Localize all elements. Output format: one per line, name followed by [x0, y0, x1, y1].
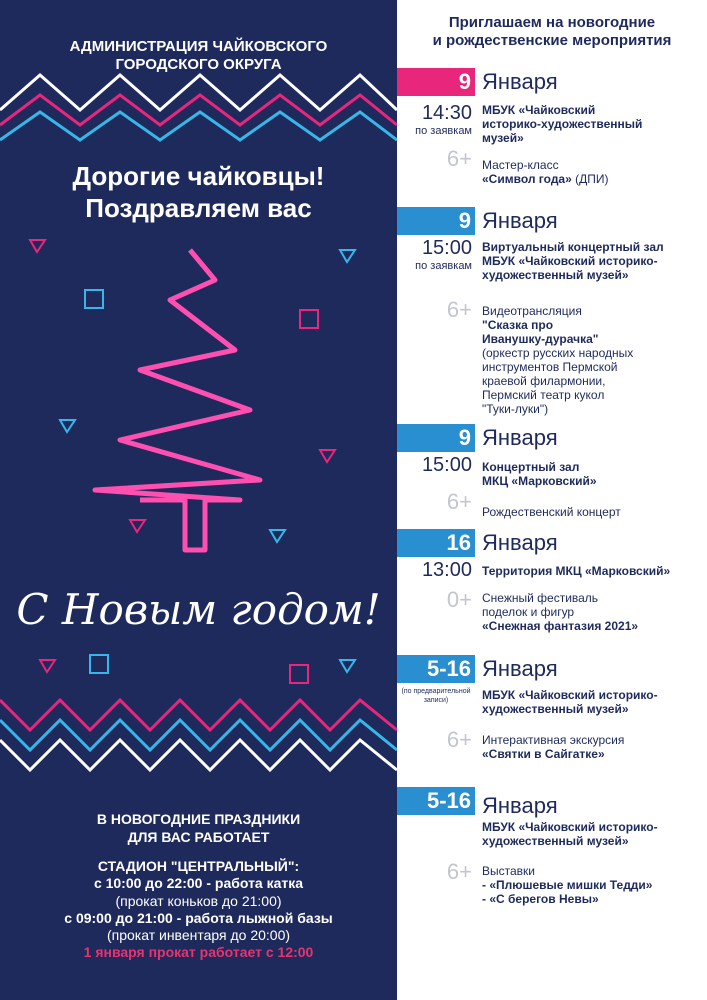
age-rating: 0+: [446, 587, 472, 612]
event-time: 15:00: [421, 454, 472, 476]
greeting: [0, 160, 397, 224]
desc-text: Мастер-класс: [482, 158, 559, 172]
works-line: ДЛЯ ВАС РАБОТАЕТ: [127, 829, 270, 845]
age-rating: 6+: [446, 859, 472, 884]
event-day: 16: [446, 530, 471, 555]
triangle-deco: [60, 420, 75, 432]
event-desc: [482, 158, 704, 186]
stadium-info: [0, 858, 397, 962]
age-rating: 6+: [446, 489, 472, 514]
square-spiral-deco: [85, 290, 103, 308]
new-year-script: С Новым годом!: [16, 585, 381, 634]
jan1-note: 1 января прокат работает с 12:00: [83, 944, 314, 961]
age-rating: 6+: [446, 727, 472, 752]
event-month: Января: [482, 530, 558, 555]
triangle-deco: [270, 530, 285, 542]
desc-tail: (ДПИ): [571, 172, 609, 186]
desc-bold: «Снежная фантазия 2021»: [482, 619, 639, 633]
desc-text: Видеотрансляция: [482, 304, 582, 318]
age-rating: 6+: [446, 146, 472, 171]
works-title: [0, 810, 397, 846]
event-month: Января: [482, 69, 558, 94]
desc-bold: «Святки в Сайгатке»: [482, 747, 605, 761]
org-line: АДМИНИСТРАЦИЯ ЧАЙКОВСКОГО: [69, 38, 328, 55]
age-rating: 6+: [446, 297, 472, 322]
header-line: и рождественские мероприятия: [432, 32, 672, 49]
square-spiral-deco: [90, 655, 108, 673]
greeting-line: Дорогие чайковцы!: [72, 161, 325, 191]
event-place: Виртуальный концертный зал МБУК «Чайковский историко- художественный музей»: [482, 240, 664, 282]
desc-text: Выставки: [482, 864, 535, 878]
event-place: МБУК «Чайковский историко-художественный музей»: [482, 103, 643, 145]
event-place: МБУК «Чайковский историко- художественный музей»: [482, 688, 658, 716]
desc-text: Снежный фестиваль поделок и фигур: [482, 591, 599, 619]
desc-text: Интерактивная экскурсия: [482, 733, 625, 747]
event-place: Концертный зал МКЦ «Марковский»: [482, 460, 597, 488]
triangle-deco: [340, 660, 355, 672]
event-tiny-note: (по предварительной записи): [401, 688, 471, 704]
event-month: Января: [482, 425, 558, 450]
event-day: 5-16: [426, 656, 471, 681]
triangle-deco: [320, 450, 335, 462]
top-zigzag-cyan: [0, 112, 397, 140]
event-note: по заявкам: [415, 260, 472, 272]
event-time: 14:30: [421, 102, 472, 124]
event-desc: [482, 591, 704, 633]
event-desc: [482, 864, 704, 906]
equipment-rental: (прокат инвентаря до 20:00): [106, 927, 291, 944]
triangle-deco: [40, 660, 55, 672]
skate-rental: (прокат коньков до 21:00): [115, 892, 282, 909]
square-spiral-deco: [290, 665, 308, 683]
event-month: Января: [482, 208, 558, 233]
event-day: 5-16: [426, 788, 471, 813]
square-spiral-deco: [300, 310, 318, 328]
triangle-deco: [340, 250, 355, 262]
event-day: 9: [458, 208, 471, 233]
bottom-zigzag-pink: [0, 700, 397, 730]
event-month: Января: [482, 656, 558, 681]
event-time: 13:00: [421, 559, 472, 581]
event-desc: Рождественский концерт: [482, 505, 621, 519]
works-line: В НОВОГОДНИЕ ПРАЗДНИКИ: [96, 811, 301, 827]
header-line: Приглашаем на новогодние: [448, 14, 656, 31]
desc-bold: - «Плюшевые мишки Тедди» - «С берегов Невы»: [482, 878, 653, 906]
top-zigzag-pink: [0, 95, 397, 125]
event-month: Января: [482, 793, 558, 818]
neon-tree: [95, 250, 260, 550]
event-desc: [482, 304, 704, 416]
top-zigzag-white: [0, 75, 397, 110]
organization-title: [0, 38, 397, 74]
event-day: 9: [458, 69, 471, 94]
desc-tail: (оркестр русских народных инструментов Пермской краевой филармонии, Пермский театр кукол "Туки-луки"): [482, 346, 634, 416]
stadium-name: СТАДИОН "ЦЕНТРАЛЬНЫЙ":: [97, 858, 300, 874]
triangle-deco: [130, 520, 145, 532]
triangle-deco: [30, 240, 45, 252]
event-time: 15:00: [421, 237, 472, 259]
desc-bold: "Сказка про Иванушку-дурачка": [482, 318, 599, 346]
event-place: МБУК «Чайковский историко- художественный музей»: [482, 820, 658, 848]
events-header: [397, 14, 707, 50]
ski-base-hours: с 09:00 до 21:00 - работа лыжной базы: [64, 909, 333, 926]
greeting-line: Поздравляем вас: [85, 193, 312, 223]
org-line: ГОРОДСКОГО ОКРУГА: [115, 56, 282, 73]
event-day: 9: [458, 425, 471, 450]
event-place: Территория МКЦ «Марковский»: [482, 564, 671, 578]
desc-bold: «Символ года»: [482, 172, 572, 186]
event-note: по заявкам: [415, 125, 472, 137]
rink-hours: с 10:00 до 22:00 - работа катка: [93, 875, 304, 892]
event-desc: [482, 733, 704, 761]
